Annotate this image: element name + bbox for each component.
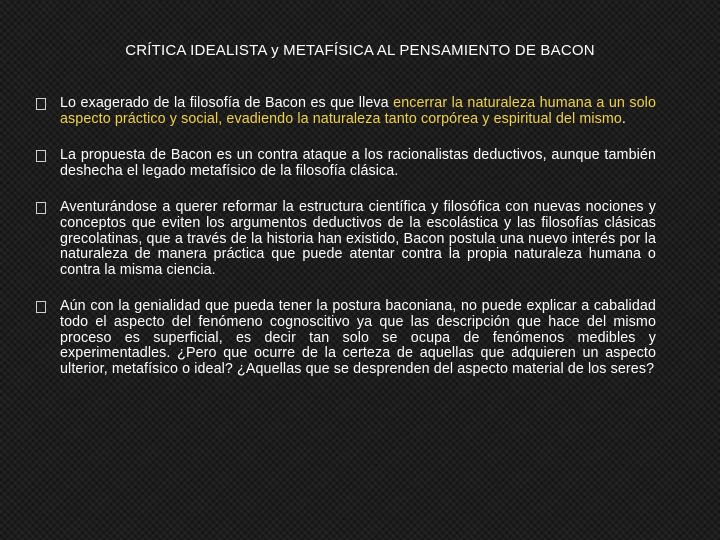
bullet-item-1 — [36, 96, 656, 127]
bullet-text-2: La propuesta de Bacon es un contra ataque a los racionalistas deductivos, aunque también deshecha el legado metafísico de la filosofía clásica. — [60, 147, 656, 179]
bullet-item-3 — [36, 200, 656, 278]
bullet-item-4 — [36, 299, 656, 377]
slide-title: CRÍTICA IDEALISTA y METAFÍSICA AL PENSAMIENTO DE BACON — [125, 42, 595, 59]
square-bullet-icon — [36, 202, 46, 214]
bullet-list — [36, 96, 656, 377]
square-bullet-icon — [36, 98, 46, 110]
square-bullet-icon — [36, 150, 46, 162]
bullet-item-2 — [36, 148, 656, 179]
bullet-text-4: Aún con la genialidad que pueda tener la postura baconiana, no puede explicar a cabalidad todo el aspecto del fenómeno cognoscitivo ya que las descripción que hace del mismo proceso es superficial, es decir tan solo se ocupa de fenómenos medibles y experimentadles. ¿Pero que ocurre de la certeza de aquellas que adquieren un aspecto ulterior, metafísico o ideal? ¿Aquellas que se desprenden del aspecto material de los seres? — [60, 298, 656, 377]
bullet-text-1b: . — [621, 110, 626, 127]
square-bullet-icon — [36, 301, 46, 313]
bullet-text-3: Aventurándose a querer reformar la estructura científica y filosófica con nuevas nociones y conceptos que eviten los argumentos deductivos de la escolástica y las filosofías clásicas grecolatinas, que a través de la historia han existido, Bacon postula una nuevo interés por la naturaleza de manera práctica que puede atentar contra la propia naturaleza humana o contra la misma ciencia. — [60, 199, 656, 278]
bullet-text-1-highlight: encerrar la naturaleza humana a un solo aspecto práctico y social, evadiendo la naturaleza tanto corpórea y espiritual del mismo — [60, 95, 656, 127]
bullet-text-1a: Lo exagerado de la filosofía de Bacon es que lleva — [60, 95, 394, 111]
